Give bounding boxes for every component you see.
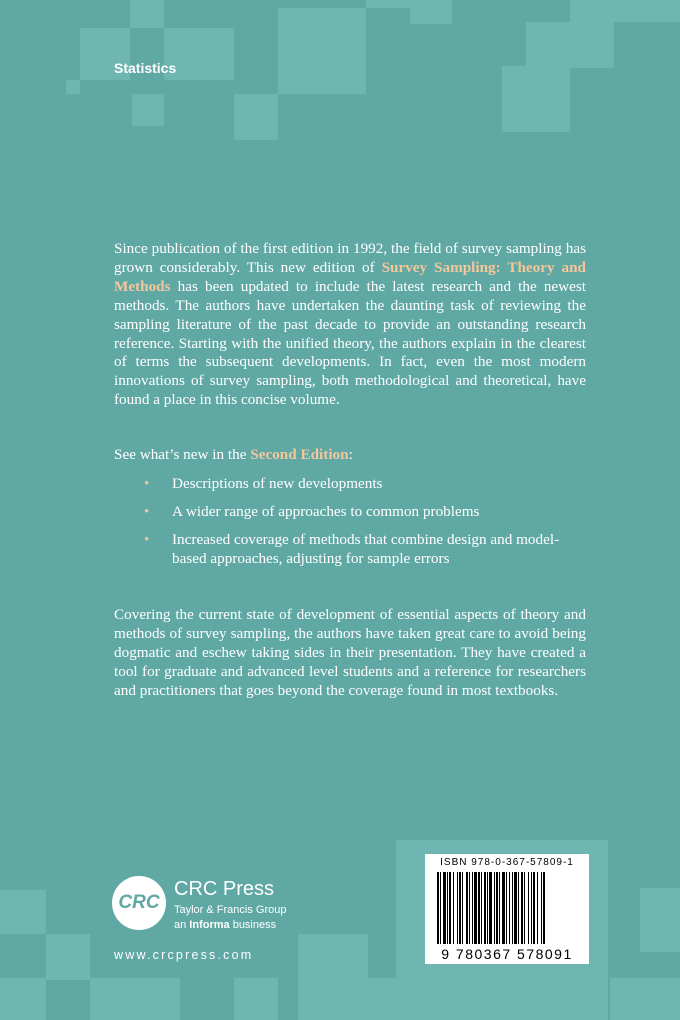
barcode-bar bbox=[514, 872, 517, 944]
whats-new-text: See what’s new in the bbox=[114, 446, 251, 463]
decor-square bbox=[278, 8, 366, 94]
bullet-icon: • bbox=[144, 531, 150, 548]
barcode-bar bbox=[453, 872, 454, 944]
barcode-bar bbox=[499, 872, 500, 944]
list-item-text: Increased coverage of methods that combine design and model-based approaches, adjusting for sample errors bbox=[172, 531, 560, 567]
publisher-block bbox=[112, 868, 312, 968]
barcode-bar bbox=[509, 872, 510, 944]
barcode-bar bbox=[457, 872, 458, 944]
barcode-bar bbox=[481, 872, 482, 944]
barcode-bar bbox=[502, 872, 505, 944]
decor-square bbox=[640, 888, 680, 952]
list-item-text: A wider range of approaches to common problems bbox=[172, 503, 480, 520]
decor-square bbox=[410, 0, 452, 24]
intro-text-start: Since publication of the first edition in 1992, the field of survey sampling has grown considerably. This new edition of bbox=[114, 240, 586, 276]
business-prefix: an bbox=[174, 919, 190, 931]
barcode-bar bbox=[484, 872, 486, 944]
bullet-icon: • bbox=[144, 503, 150, 520]
barcode-bar bbox=[462, 872, 463, 944]
barcode-bar bbox=[518, 872, 519, 944]
whats-new-colon: : bbox=[348, 446, 353, 463]
barcode-bar bbox=[506, 872, 507, 944]
barcode-bar bbox=[531, 872, 532, 944]
decor-square bbox=[130, 0, 164, 28]
barcode-bar bbox=[533, 872, 535, 944]
barcode-bar bbox=[543, 872, 545, 944]
business-suffix: business bbox=[229, 919, 277, 931]
barcode-bar bbox=[494, 872, 495, 944]
list-item bbox=[114, 530, 586, 568]
barcode-bars bbox=[437, 872, 583, 944]
barcode-bar bbox=[512, 872, 513, 944]
decor-square bbox=[234, 94, 278, 140]
publisher-website: www.crcpress.com bbox=[114, 948, 254, 962]
intro-paragraph bbox=[114, 240, 586, 410]
barcode-bar bbox=[541, 872, 542, 944]
publisher-group: Taylor & Francis Group bbox=[174, 904, 287, 916]
decor-square bbox=[502, 66, 570, 132]
list-item bbox=[114, 474, 586, 493]
barcode-bar bbox=[449, 872, 451, 944]
logo-text: CRC bbox=[118, 892, 160, 913]
decor-square bbox=[132, 94, 164, 126]
closing-paragraph: Covering the current state of development of essential aspects of theory and methods of survey sampling, the authors have taken great care to avoid being dogmatic and eschew taking sides in their presentation. They have created a tool for graduate and advanced level students and a reference for researchers and practitioners that goes beyond the coverage found in most textbooks. bbox=[114, 606, 586, 699]
barcode-bar bbox=[537, 872, 538, 944]
decor-square bbox=[0, 978, 46, 1020]
decor-square bbox=[234, 978, 278, 1020]
intro-text-end: has been updated to include the latest research and the newest methods. The authors have undertaken the daunting task of reviewing the sampling literature of the past decade to provide an outstanding research reference. Starting with the unified theory, the authors explain in the clearest of terms the subsequent developments. In fact, even the most modern innovations of survey sampling, both methodological and theoretical, have found a place in this concise volume. bbox=[114, 277, 586, 409]
barcode-bar bbox=[459, 872, 461, 944]
book-title-highlight: Survey Sampling: Theory and Methods bbox=[114, 258, 586, 295]
barcode-bar bbox=[528, 872, 529, 944]
barcode-bar bbox=[524, 872, 525, 944]
edition-highlight: Second Edition bbox=[250, 446, 349, 463]
category-label: Statistics bbox=[114, 60, 177, 76]
barcode-bar bbox=[443, 872, 446, 944]
barcode-bar bbox=[447, 872, 448, 944]
decor-square bbox=[526, 22, 570, 68]
barcode-bar bbox=[521, 872, 523, 944]
barcode-bar bbox=[440, 872, 441, 944]
decor-square bbox=[366, 0, 410, 8]
barcode-bar bbox=[489, 872, 492, 944]
crc-logo-icon bbox=[112, 876, 166, 930]
barcode-bar bbox=[496, 872, 498, 944]
publisher-business bbox=[174, 919, 276, 931]
barcode-bar bbox=[487, 872, 488, 944]
barcode bbox=[425, 854, 589, 964]
barcode-bar bbox=[437, 872, 439, 944]
barcode-bar bbox=[469, 872, 470, 944]
decor-square bbox=[610, 978, 680, 1020]
list-item bbox=[114, 502, 586, 521]
decor-square bbox=[570, 0, 680, 22]
new-features-list bbox=[114, 474, 586, 577]
decor-square bbox=[0, 890, 46, 934]
business-brand: Informa bbox=[189, 919, 230, 931]
decor-square bbox=[66, 80, 80, 94]
list-item-text: Descriptions of new developments bbox=[172, 475, 383, 492]
isbn-label: ISBN 978-0-367-57809-1 bbox=[440, 857, 574, 868]
decor-square bbox=[46, 934, 90, 980]
barcode-digits: 9 780367 578091 bbox=[441, 946, 573, 962]
bullet-icon: • bbox=[144, 475, 150, 492]
publisher-name: CRC Press bbox=[174, 878, 275, 900]
barcode-bar bbox=[472, 872, 473, 944]
barcode-bar bbox=[474, 872, 477, 944]
barcode-bar bbox=[466, 872, 468, 944]
whats-new-heading bbox=[114, 446, 353, 464]
barcode-bar bbox=[478, 872, 480, 944]
decor-square bbox=[90, 978, 180, 1020]
decor-square bbox=[570, 22, 614, 68]
